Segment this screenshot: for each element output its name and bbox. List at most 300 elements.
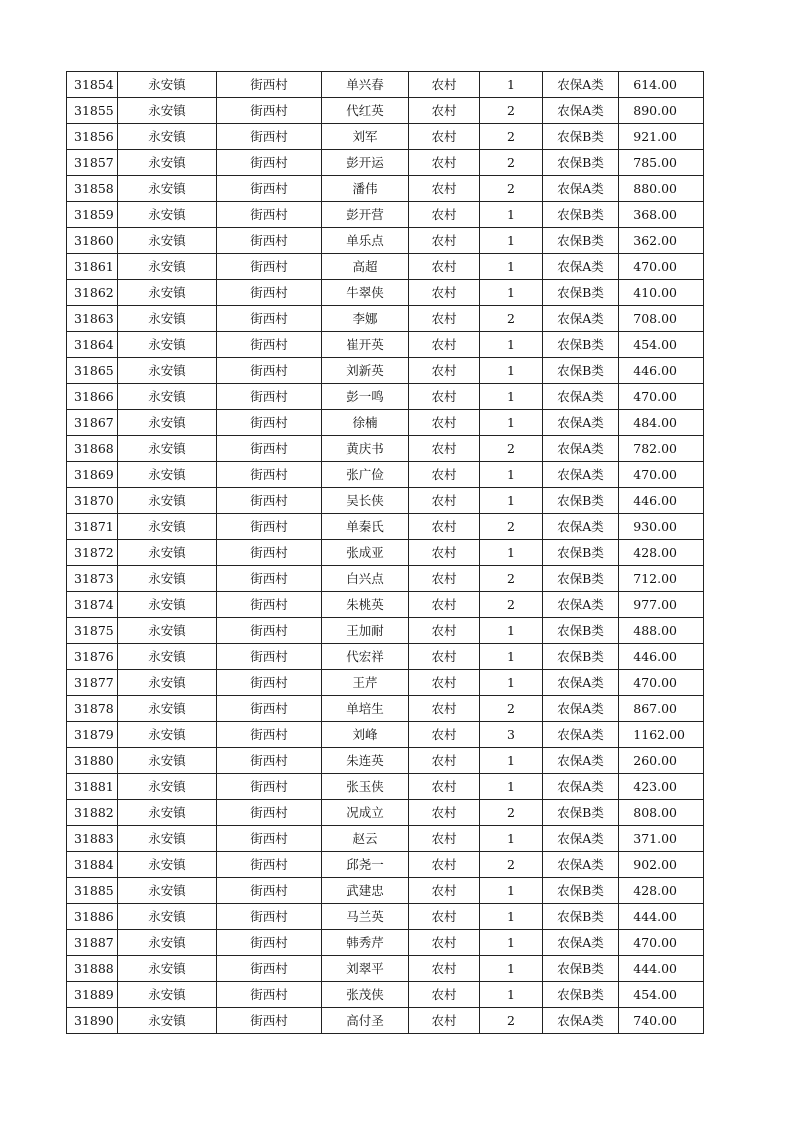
insurance-class-cell: 农保A类 xyxy=(543,1008,619,1034)
township-cell: 永安镇 xyxy=(118,566,217,592)
amount-cell: 708.00 xyxy=(619,306,704,332)
area-type-cell: 农村 xyxy=(409,722,480,748)
table-row xyxy=(67,982,704,1008)
record-id-cell: 31871 xyxy=(67,514,118,540)
insurance-class-cell: 农保A类 xyxy=(543,774,619,800)
insurance-class-cell: 农保B类 xyxy=(543,800,619,826)
record-id-cell: 31882 xyxy=(67,800,118,826)
area-type-cell: 农村 xyxy=(409,514,480,540)
person-name-cell: 高付圣 xyxy=(322,1008,409,1034)
insurance-class-cell: 农保A类 xyxy=(543,98,619,124)
area-type-cell: 农村 xyxy=(409,436,480,462)
township-cell: 永安镇 xyxy=(118,1008,217,1034)
amount-cell: 446.00 xyxy=(619,644,704,670)
insurance-class-cell: 农保B类 xyxy=(543,150,619,176)
township-cell: 永安镇 xyxy=(118,228,217,254)
table-row xyxy=(67,462,704,488)
record-id-cell: 31878 xyxy=(67,696,118,722)
table-row xyxy=(67,904,704,930)
area-type-cell: 农村 xyxy=(409,956,480,982)
household-count-cell: 2 xyxy=(480,566,543,592)
township-cell: 永安镇 xyxy=(118,436,217,462)
amount-cell: 902.00 xyxy=(619,852,704,878)
village-cell: 街西村 xyxy=(217,592,322,618)
person-name-cell: 代宏祥 xyxy=(322,644,409,670)
township-cell: 永安镇 xyxy=(118,488,217,514)
record-id-cell: 31858 xyxy=(67,176,118,202)
household-count-cell: 1 xyxy=(480,410,543,436)
area-type-cell: 农村 xyxy=(409,98,480,124)
township-cell: 永安镇 xyxy=(118,72,217,98)
area-type-cell: 农村 xyxy=(409,982,480,1008)
township-cell: 永安镇 xyxy=(118,904,217,930)
insurance-class-cell: 农保B类 xyxy=(543,644,619,670)
person-name-cell: 况成立 xyxy=(322,800,409,826)
household-count-cell: 2 xyxy=(480,1008,543,1034)
amount-cell: 444.00 xyxy=(619,904,704,930)
person-name-cell: 朱连英 xyxy=(322,748,409,774)
insurance-class-cell: 农保B类 xyxy=(543,280,619,306)
insurance-class-cell: 农保A类 xyxy=(543,748,619,774)
household-count-cell: 1 xyxy=(480,540,543,566)
amount-cell: 470.00 xyxy=(619,384,704,410)
household-count-cell: 1 xyxy=(480,384,543,410)
insurance-class-cell: 农保A类 xyxy=(543,436,619,462)
township-cell: 永安镇 xyxy=(118,852,217,878)
insurance-class-cell: 农保B类 xyxy=(543,982,619,1008)
village-cell: 街西村 xyxy=(217,748,322,774)
amount-cell: 260.00 xyxy=(619,748,704,774)
household-count-cell: 2 xyxy=(480,436,543,462)
record-id-cell: 31885 xyxy=(67,878,118,904)
amount-cell: 740.00 xyxy=(619,1008,704,1034)
township-cell: 永安镇 xyxy=(118,618,217,644)
household-count-cell: 1 xyxy=(480,904,543,930)
person-name-cell: 刘翠平 xyxy=(322,956,409,982)
record-id-cell: 31874 xyxy=(67,592,118,618)
village-cell: 街西村 xyxy=(217,488,322,514)
insurance-class-cell: 农保B类 xyxy=(543,332,619,358)
table-row xyxy=(67,410,704,436)
village-cell: 街西村 xyxy=(217,670,322,696)
person-name-cell: 张茂侠 xyxy=(322,982,409,1008)
amount-cell: 470.00 xyxy=(619,462,704,488)
table-row xyxy=(67,930,704,956)
table-row xyxy=(67,670,704,696)
record-id-cell: 31879 xyxy=(67,722,118,748)
township-cell: 永安镇 xyxy=(118,462,217,488)
area-type-cell: 农村 xyxy=(409,384,480,410)
area-type-cell: 农村 xyxy=(409,488,480,514)
table-row xyxy=(67,488,704,514)
insurance-class-cell: 农保B类 xyxy=(543,618,619,644)
amount-cell: 890.00 xyxy=(619,98,704,124)
household-count-cell: 3 xyxy=(480,722,543,748)
amount-cell: 371.00 xyxy=(619,826,704,852)
area-type-cell: 农村 xyxy=(409,176,480,202)
table-row xyxy=(67,878,704,904)
area-type-cell: 农村 xyxy=(409,670,480,696)
area-type-cell: 农村 xyxy=(409,826,480,852)
township-cell: 永安镇 xyxy=(118,514,217,540)
village-cell: 街西村 xyxy=(217,306,322,332)
person-name-cell: 李娜 xyxy=(322,306,409,332)
insurance-class-cell: 农保A类 xyxy=(543,852,619,878)
village-cell: 街西村 xyxy=(217,124,322,150)
record-id-cell: 31854 xyxy=(67,72,118,98)
village-cell: 街西村 xyxy=(217,878,322,904)
household-count-cell: 2 xyxy=(480,514,543,540)
record-id-cell: 31866 xyxy=(67,384,118,410)
person-name-cell: 武建忠 xyxy=(322,878,409,904)
person-name-cell: 张成亚 xyxy=(322,540,409,566)
village-cell: 街西村 xyxy=(217,384,322,410)
area-type-cell: 农村 xyxy=(409,72,480,98)
township-cell: 永安镇 xyxy=(118,358,217,384)
village-cell: 街西村 xyxy=(217,410,322,436)
area-type-cell: 农村 xyxy=(409,410,480,436)
record-id-cell: 31872 xyxy=(67,540,118,566)
person-name-cell: 单培生 xyxy=(322,696,409,722)
insurance-class-cell: 农保A类 xyxy=(543,930,619,956)
person-name-cell: 黄庆书 xyxy=(322,436,409,462)
person-name-cell: 潘伟 xyxy=(322,176,409,202)
amount-cell: 712.00 xyxy=(619,566,704,592)
area-type-cell: 农村 xyxy=(409,228,480,254)
table-row xyxy=(67,540,704,566)
amount-cell: 785.00 xyxy=(619,150,704,176)
village-cell: 街西村 xyxy=(217,254,322,280)
village-cell: 街西村 xyxy=(217,644,322,670)
township-cell: 永安镇 xyxy=(118,98,217,124)
village-cell: 街西村 xyxy=(217,904,322,930)
township-cell: 永安镇 xyxy=(118,254,217,280)
area-type-cell: 农村 xyxy=(409,462,480,488)
person-name-cell: 彭一鸣 xyxy=(322,384,409,410)
table-row xyxy=(67,358,704,384)
table-row xyxy=(67,748,704,774)
amount-cell: 470.00 xyxy=(619,670,704,696)
person-name-cell: 彭开营 xyxy=(322,202,409,228)
household-count-cell: 1 xyxy=(480,748,543,774)
insurance-class-cell: 农保B类 xyxy=(543,488,619,514)
amount-cell: 423.00 xyxy=(619,774,704,800)
record-id-cell: 31886 xyxy=(67,904,118,930)
person-name-cell: 刘军 xyxy=(322,124,409,150)
area-type-cell: 农村 xyxy=(409,774,480,800)
table-row xyxy=(67,228,704,254)
amount-cell: 930.00 xyxy=(619,514,704,540)
household-count-cell: 1 xyxy=(480,774,543,800)
household-count-cell: 1 xyxy=(480,280,543,306)
record-id-cell: 31875 xyxy=(67,618,118,644)
person-name-cell: 单兴春 xyxy=(322,72,409,98)
household-count-cell: 1 xyxy=(480,826,543,852)
insurance-class-cell: 农保A类 xyxy=(543,72,619,98)
insurance-class-cell: 农保B类 xyxy=(543,540,619,566)
area-type-cell: 农村 xyxy=(409,280,480,306)
township-cell: 永安镇 xyxy=(118,982,217,1008)
village-cell: 街西村 xyxy=(217,774,322,800)
township-cell: 永安镇 xyxy=(118,696,217,722)
village-cell: 街西村 xyxy=(217,618,322,644)
amount-cell: 470.00 xyxy=(619,930,704,956)
record-id-cell: 31887 xyxy=(67,930,118,956)
amount-cell: 368.00 xyxy=(619,202,704,228)
area-type-cell: 农村 xyxy=(409,592,480,618)
person-name-cell: 邱尧一 xyxy=(322,852,409,878)
person-name-cell: 彭开运 xyxy=(322,150,409,176)
table-row xyxy=(67,566,704,592)
village-cell: 街西村 xyxy=(217,72,322,98)
table-row xyxy=(67,332,704,358)
table-row xyxy=(67,384,704,410)
person-name-cell: 高超 xyxy=(322,254,409,280)
person-name-cell: 张玉侠 xyxy=(322,774,409,800)
roster-table xyxy=(66,71,704,1034)
table-row xyxy=(67,1008,704,1034)
insurance-class-cell: 农保B类 xyxy=(543,202,619,228)
person-name-cell: 白兴点 xyxy=(322,566,409,592)
household-count-cell: 1 xyxy=(480,202,543,228)
household-count-cell: 1 xyxy=(480,878,543,904)
village-cell: 街西村 xyxy=(217,98,322,124)
area-type-cell: 农村 xyxy=(409,202,480,228)
area-type-cell: 农村 xyxy=(409,878,480,904)
village-cell: 街西村 xyxy=(217,436,322,462)
table-row xyxy=(67,852,704,878)
township-cell: 永安镇 xyxy=(118,878,217,904)
insurance-class-cell: 农保A类 xyxy=(543,384,619,410)
person-name-cell: 王芹 xyxy=(322,670,409,696)
table-row xyxy=(67,150,704,176)
household-count-cell: 1 xyxy=(480,488,543,514)
area-type-cell: 农村 xyxy=(409,306,480,332)
insurance-class-cell: 农保A类 xyxy=(543,592,619,618)
amount-cell: 808.00 xyxy=(619,800,704,826)
amount-cell: 1162.00 xyxy=(619,722,704,748)
village-cell: 街西村 xyxy=(217,514,322,540)
insurance-class-cell: 农保A类 xyxy=(543,670,619,696)
record-id-cell: 31888 xyxy=(67,956,118,982)
person-name-cell: 吴长侠 xyxy=(322,488,409,514)
village-cell: 街西村 xyxy=(217,566,322,592)
area-type-cell: 农村 xyxy=(409,540,480,566)
person-name-cell: 代红英 xyxy=(322,98,409,124)
household-count-cell: 2 xyxy=(480,150,543,176)
amount-cell: 614.00 xyxy=(619,72,704,98)
table-row xyxy=(67,826,704,852)
township-cell: 永安镇 xyxy=(118,202,217,228)
household-count-cell: 1 xyxy=(480,72,543,98)
record-id-cell: 31873 xyxy=(67,566,118,592)
table-row xyxy=(67,696,704,722)
record-id-cell: 31862 xyxy=(67,280,118,306)
insurance-class-cell: 农保A类 xyxy=(543,254,619,280)
record-id-cell: 31867 xyxy=(67,410,118,436)
record-id-cell: 31876 xyxy=(67,644,118,670)
record-id-cell: 31869 xyxy=(67,462,118,488)
area-type-cell: 农村 xyxy=(409,254,480,280)
township-cell: 永安镇 xyxy=(118,644,217,670)
insurance-class-cell: 农保B类 xyxy=(543,956,619,982)
township-cell: 永安镇 xyxy=(118,722,217,748)
insurance-class-cell: 农保A类 xyxy=(543,514,619,540)
area-type-cell: 农村 xyxy=(409,618,480,644)
amount-cell: 921.00 xyxy=(619,124,704,150)
township-cell: 永安镇 xyxy=(118,774,217,800)
household-count-cell: 1 xyxy=(480,358,543,384)
township-cell: 永安镇 xyxy=(118,930,217,956)
township-cell: 永安镇 xyxy=(118,540,217,566)
township-cell: 永安镇 xyxy=(118,826,217,852)
table-row xyxy=(67,72,704,98)
household-count-cell: 2 xyxy=(480,592,543,618)
amount-cell: 446.00 xyxy=(619,358,704,384)
area-type-cell: 农村 xyxy=(409,358,480,384)
household-count-cell: 1 xyxy=(480,930,543,956)
township-cell: 永安镇 xyxy=(118,124,217,150)
record-id-cell: 31870 xyxy=(67,488,118,514)
township-cell: 永安镇 xyxy=(118,410,217,436)
person-name-cell: 单秦氏 xyxy=(322,514,409,540)
area-type-cell: 农村 xyxy=(409,748,480,774)
household-count-cell: 2 xyxy=(480,306,543,332)
amount-cell: 428.00 xyxy=(619,540,704,566)
record-id-cell: 31856 xyxy=(67,124,118,150)
household-count-cell: 1 xyxy=(480,462,543,488)
village-cell: 街西村 xyxy=(217,228,322,254)
table-row xyxy=(67,644,704,670)
township-cell: 永安镇 xyxy=(118,956,217,982)
household-count-cell: 1 xyxy=(480,982,543,1008)
record-id-cell: 31880 xyxy=(67,748,118,774)
area-type-cell: 农村 xyxy=(409,124,480,150)
household-count-cell: 1 xyxy=(480,644,543,670)
insurance-class-cell: 农保A类 xyxy=(543,306,619,332)
person-name-cell: 赵云 xyxy=(322,826,409,852)
person-name-cell: 韩秀芹 xyxy=(322,930,409,956)
record-id-cell: 31855 xyxy=(67,98,118,124)
township-cell: 永安镇 xyxy=(118,332,217,358)
table-row xyxy=(67,254,704,280)
village-cell: 街西村 xyxy=(217,202,322,228)
amount-cell: 454.00 xyxy=(619,332,704,358)
village-cell: 街西村 xyxy=(217,826,322,852)
township-cell: 永安镇 xyxy=(118,748,217,774)
area-type-cell: 农村 xyxy=(409,930,480,956)
table-row xyxy=(67,722,704,748)
person-name-cell: 刘峰 xyxy=(322,722,409,748)
insurance-class-cell: 农保B类 xyxy=(543,566,619,592)
village-cell: 街西村 xyxy=(217,956,322,982)
township-cell: 永安镇 xyxy=(118,280,217,306)
record-id-cell: 31861 xyxy=(67,254,118,280)
amount-cell: 410.00 xyxy=(619,280,704,306)
village-cell: 街西村 xyxy=(217,540,322,566)
person-name-cell: 马兰英 xyxy=(322,904,409,930)
table-row xyxy=(67,956,704,982)
record-id-cell: 31889 xyxy=(67,982,118,1008)
table-row xyxy=(67,124,704,150)
household-count-cell: 2 xyxy=(480,800,543,826)
record-id-cell: 31877 xyxy=(67,670,118,696)
household-count-cell: 1 xyxy=(480,254,543,280)
township-cell: 永安镇 xyxy=(118,384,217,410)
household-count-cell: 1 xyxy=(480,670,543,696)
record-id-cell: 31883 xyxy=(67,826,118,852)
village-cell: 街西村 xyxy=(217,930,322,956)
amount-cell: 977.00 xyxy=(619,592,704,618)
record-id-cell: 31857 xyxy=(67,150,118,176)
amount-cell: 454.00 xyxy=(619,982,704,1008)
record-id-cell: 31863 xyxy=(67,306,118,332)
village-cell: 街西村 xyxy=(217,176,322,202)
insurance-class-cell: 农保A类 xyxy=(543,410,619,436)
insurance-class-cell: 农保B类 xyxy=(543,124,619,150)
household-count-cell: 2 xyxy=(480,852,543,878)
insurance-class-cell: 农保B类 xyxy=(543,358,619,384)
record-id-cell: 31860 xyxy=(67,228,118,254)
village-cell: 街西村 xyxy=(217,722,322,748)
household-count-cell: 2 xyxy=(480,124,543,150)
table-row xyxy=(67,280,704,306)
insurance-class-cell: 农保A类 xyxy=(543,826,619,852)
village-cell: 街西村 xyxy=(217,332,322,358)
person-name-cell: 崔开英 xyxy=(322,332,409,358)
table-row xyxy=(67,800,704,826)
record-id-cell: 31864 xyxy=(67,332,118,358)
amount-cell: 444.00 xyxy=(619,956,704,982)
amount-cell: 484.00 xyxy=(619,410,704,436)
household-count-cell: 1 xyxy=(480,332,543,358)
insurance-class-cell: 农保B类 xyxy=(543,228,619,254)
table-row xyxy=(67,202,704,228)
amount-cell: 362.00 xyxy=(619,228,704,254)
person-name-cell: 单乐点 xyxy=(322,228,409,254)
table-row xyxy=(67,176,704,202)
township-cell: 永安镇 xyxy=(118,176,217,202)
area-type-cell: 农村 xyxy=(409,852,480,878)
person-name-cell: 张广俭 xyxy=(322,462,409,488)
township-cell: 永安镇 xyxy=(118,670,217,696)
insurance-class-cell: 农保A类 xyxy=(543,696,619,722)
roster-body xyxy=(67,72,704,1034)
area-type-cell: 农村 xyxy=(409,332,480,358)
table-row xyxy=(67,774,704,800)
household-count-cell: 1 xyxy=(480,956,543,982)
record-id-cell: 31881 xyxy=(67,774,118,800)
table-row xyxy=(67,618,704,644)
table-row xyxy=(67,436,704,462)
person-name-cell: 牛翠侠 xyxy=(322,280,409,306)
insurance-class-cell: 农保A类 xyxy=(543,176,619,202)
area-type-cell: 农村 xyxy=(409,1008,480,1034)
amount-cell: 867.00 xyxy=(619,696,704,722)
amount-cell: 782.00 xyxy=(619,436,704,462)
township-cell: 永安镇 xyxy=(118,150,217,176)
village-cell: 街西村 xyxy=(217,696,322,722)
area-type-cell: 农村 xyxy=(409,800,480,826)
insurance-class-cell: 农保B类 xyxy=(543,878,619,904)
amount-cell: 446.00 xyxy=(619,488,704,514)
village-cell: 街西村 xyxy=(217,982,322,1008)
household-count-cell: 1 xyxy=(480,618,543,644)
household-count-cell: 2 xyxy=(480,176,543,202)
table-row xyxy=(67,514,704,540)
township-cell: 永安镇 xyxy=(118,592,217,618)
table-row xyxy=(67,592,704,618)
